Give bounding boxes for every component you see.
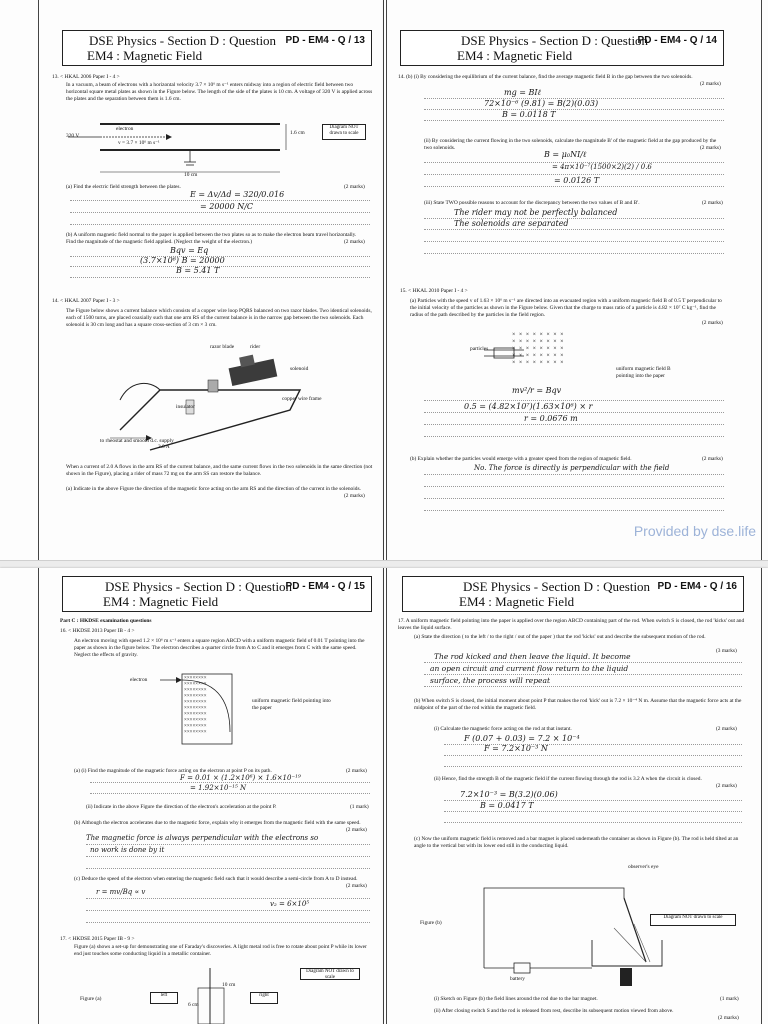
q13b-marks: (2 marks) xyxy=(344,239,365,245)
q17bii-question: (ii) Hence, find the strength B of the magnetic field if the current flowing through the rod is 3.2 A when the circuit is closed. xyxy=(434,776,702,782)
q14a-question: (a) Indicate in the above Figure the direction of the magnetic force acting on the arm RS and the direction of the current in the solenoids. xyxy=(66,486,361,492)
page-header xyxy=(402,576,744,612)
q17c-fig-note: Diagram NOT drawn to scale xyxy=(650,914,736,926)
watermark: Provided by dse.life xyxy=(633,523,756,539)
page-header xyxy=(62,30,372,66)
q14-fig-frame: copper wire frame xyxy=(282,396,322,402)
q17a-answer-1: The rod kicked and then leave the liquid. It become xyxy=(434,652,631,661)
q14bii-answer-2: = 4π×10⁻⁷(1500×2)(2) / 0.6 xyxy=(552,163,652,171)
q14-fig-current: 2.0 A xyxy=(158,444,170,450)
q13-heading: 13. < HKAL 2006 Paper I - 4 > xyxy=(52,74,120,80)
q17c-fig-label: Figure (b) xyxy=(420,920,442,926)
q13b-answer-3: B = 5.41 T xyxy=(176,266,220,275)
q15a-answer-3: r = 0.0676 m xyxy=(524,414,578,423)
q17bi-answer-1: F (0.07 + 0.03) = 7.2 × 10⁻⁴ xyxy=(464,734,580,743)
page-header xyxy=(400,30,724,66)
header-code: PD - EM4 - Q / 14 xyxy=(637,35,717,46)
q17a-answer-2: an open circuit and current flow return to the liquid xyxy=(430,664,629,673)
q14-fig-razor: razor blade xyxy=(210,344,235,350)
q17-fig-label: Figure (a) xyxy=(80,996,102,1002)
q16ai-question: (a) (i) Find the magnitude of the magnetic force acting on the electron at point P on its path. xyxy=(74,768,272,774)
q14biii-answer-2: The solenoids are separated xyxy=(454,219,569,228)
q17a-question: (a) State the direction ( to the left / to the right / out of the paper ) that the rod 'kicks' out and describe the subsequent motion of the rod. xyxy=(414,634,706,640)
header-subtitle: EM4 : Magnetic Field xyxy=(457,48,573,63)
q16aii-marks: (1 mark) xyxy=(350,804,369,810)
q13a-answer-2: = 20000 N/C xyxy=(200,202,254,211)
q15a-marks: (2 marks) xyxy=(702,320,723,326)
q16c-marks: (2 marks) xyxy=(346,883,367,889)
q17cii-question: (ii) After closing switch S and the rod is released from rest, describe its subsequent motion viewed from above. xyxy=(434,1008,674,1014)
q17a-marks: (3 marks) xyxy=(716,648,737,654)
q14bi-marks: (2 marks) xyxy=(700,81,721,87)
q14bii-answer-1: B = μ₀NI/ℓ xyxy=(544,150,587,159)
q13a-marks: (2 marks) xyxy=(344,184,365,190)
q13b-answer-2: (3.7×10⁶) B = 20000 xyxy=(140,256,225,265)
q17b-question: (b) When switch S is closed, the initial moment about point P that makes the rod 'kick' out is 7.2 × 10⁻⁴ N m. Assume that the magnetic force acts at the midpoint of the part of the rod within the magnetic field. xyxy=(414,698,742,711)
q17-text: Figure (a) shows a set-up for demonstrating one of Faraday's discoveries. A light metal rod is free to rotate about point P while its lower end just touches some conducting liquid in a metallic container. xyxy=(74,944,367,957)
header-title: DSE Physics - Section D : Question xyxy=(105,579,293,594)
page-q13 xyxy=(0,0,384,560)
q17c-question: (c) Now the uniform magnetic field is removed and a bar magnet is placed underneath the container as shown in Figure (b). The rod is held tilted at an angle to the vertical but with its lower end still in the conducting liquid. xyxy=(414,836,739,849)
q14-heading: 14. < HKAL 2007 Paper I - 3 > xyxy=(52,298,120,304)
q13b-question: (b) A uniform magnetic field normal to the paper is applied between the two plates so as to make the electron beam travel horizontally. Find the magnitude of the magnetic field applied. (Neglect the weight of the electron.) xyxy=(66,232,357,245)
q13a-question: (a) Find the electric field strength between the plates. xyxy=(66,184,181,190)
header-title: DSE Physics - Section D : Question xyxy=(463,579,651,594)
q17-figure-a xyxy=(180,968,250,1024)
q13-fig-voltage: 320 V xyxy=(66,133,80,139)
q17c-fig-battery: battery xyxy=(510,976,525,982)
q17-fig-length-2: 6 cm xyxy=(188,1002,199,1008)
q14-fig-insulator: insulator xyxy=(176,404,195,410)
page-q15 xyxy=(0,568,384,1024)
q14bii-question: (ii) By considering the current flowing in the two solenoids, calculate the magnitude B' of the magnetic field at the gap produced by the two solenoids. xyxy=(424,138,717,151)
q17bii-marks: (2 marks) xyxy=(716,783,737,789)
q14-fig-rider: rider xyxy=(250,344,261,350)
q14bi-answer-3: B = 0.0118 T xyxy=(502,110,556,119)
part-c-heading: Part C : HKDSE examination questions xyxy=(60,618,152,624)
q14-figure xyxy=(90,340,350,450)
q16ai-answer-2: = 1.92×10⁻¹⁵ N xyxy=(190,784,247,792)
q16c-question: (c) Deduce the speed of the electron when entering the magnetic field such that it would describe a semi-circle from A to D instead. xyxy=(74,876,358,882)
header-code: PD - EM4 - Q / 13 xyxy=(285,35,365,46)
q17-fig-left: left xyxy=(150,992,178,1004)
q16c-answer-1: r = mv/Bq ∝ v xyxy=(96,888,146,896)
q14bii-marks: (2 marks) xyxy=(700,145,721,151)
q16b-marks: (2 marks) xyxy=(346,827,367,833)
q16-text: An electron moving with speed 1.2 × 10⁶ m s⁻¹ enters a square region ABCD with a uniform magnetic field of 0.01 T pointing into the paper as shown in the figure below. The electron describes a quarter circle from A to C and it emerges from C with the same speed. Neglect the effects of gravity. xyxy=(74,638,365,658)
q14-fig-supply: to rheostat and smooth d.c. supply xyxy=(100,438,174,444)
q17bi-marks: (2 marks) xyxy=(716,726,737,732)
q14biii-question: (iii) State TWO possible reasons to account for the discrepancy between the two values of B and B'. xyxy=(424,200,640,206)
q16b-question: (b) Although the electron accelerates due to the magnetic force, explain why it emerges from the magnetic field with the same speed. xyxy=(74,820,361,826)
q17bi-question: (i) Calculate the magnetic force acting on the rod at that instant. xyxy=(434,726,572,732)
header-subtitle: EM4 : Magnetic Field xyxy=(459,594,575,609)
q16-fig-electron: electron xyxy=(130,677,148,683)
q15-heading: 15. < HKAL 2010 Paper I - 4 > xyxy=(400,288,468,294)
q14bi-answer-1: mg = BIℓ xyxy=(504,88,541,97)
page-q16 xyxy=(384,568,768,1024)
q17cii-marks: (2 marks) xyxy=(718,1015,739,1021)
q16b-answer-1: The magnetic force is always perpendicular with the electrons so xyxy=(86,834,319,842)
q13-text: In a vacuum, a beam of electrons with a horizontal velocity 3.7 × 10⁶ m s⁻¹ enters midway into a region of electric field between two horizontal square metal plates as shown in the Figure below. The length of the side of the plates is 10 cm. A voltage of 320 V is applied across the plates and the separation between them is 1.6 cm. xyxy=(66,82,373,102)
q15b-question: (b) Explain whether the particles would emerge with a greater speed from the region of magnetic field. xyxy=(410,456,632,462)
q17a-answer-3: surface, the process will repeat xyxy=(430,676,550,685)
q15a-answer-1: mv²/r = Bqv xyxy=(512,386,562,395)
q13-fig-electron: electron xyxy=(116,126,134,132)
page-header xyxy=(62,576,372,612)
q15a-question: (a) Particles with the speed v of 1.63 × 10⁶ m s⁻¹ are directed into an evacuated region with a uniform magnetic field B of 0.5 T perpendicular to the initial velocity of the particles as shown in the Figure below. Given that the charge to mass ratio of a particle is 4.82 × 10⁷ C kg⁻¹, find the radius of the path described by the particles in the field region. xyxy=(410,298,722,318)
q16b-answer-2: no work is done by it xyxy=(90,846,165,854)
q14bi-question: 14. (b) (i) By considering the equilibrium of the current balance, find the average magnetic field B in the gap between the two solenoids. xyxy=(398,74,693,80)
header-subtitle: EM4 : Magnetic Field xyxy=(103,594,219,609)
q13-fig-velocity: v = 3.7 × 10⁶ m s⁻¹ xyxy=(118,140,160,146)
q16aii-question: (ii) Indicate in the above Figure the direction of the electron's acceleration at the point P. xyxy=(86,804,277,810)
q14-text-2: When a current of 2.0 A flows in the arm RS of the current balance, and the same current flows in the two solenoids in the same direction (not shown in the Figure), placing a rider of mass 72 mg on the arm SS can restore the balance. xyxy=(66,464,373,477)
q17bii-answer-2: B = 0.0417 T xyxy=(480,801,534,810)
header-subtitle: EM4 : Magnetic Field xyxy=(87,48,203,63)
q15a-answer-2: 0.5 = (4.82×10⁷)(1.63×10⁶) × r xyxy=(464,402,593,411)
q17-continued: 17. A uniform magnetic field pointing into the paper is applied over the region ABCD containing part of the rod. When switch S is closed, the rod 'kicks' out and leaves the liquid surface. xyxy=(398,618,745,631)
q17c-fig-eye: observer's eye xyxy=(628,864,659,870)
q15b-answer-1: No. The force is directly is perpendicular with the field xyxy=(474,464,670,472)
q16ai-marks: (2 marks) xyxy=(346,768,367,774)
q17-fig-right: right xyxy=(250,992,278,1004)
q13-fig-length: 10 cm xyxy=(184,172,198,178)
q16-field-grid: ×××××××× ×××××××× ×××××××× ×××××××× ×××××××× ×××××××× ×××××××× ×××××××× ×××××××× ×××××××× xyxy=(184,676,207,735)
q17-figure-b xyxy=(474,868,674,988)
header-code: PD - EM4 - Q / 15 xyxy=(285,581,365,592)
q17ci-marks: (1 mark) xyxy=(720,996,739,1002)
q14biii-answer-1: The rider may not be perfectly balanced xyxy=(454,208,618,217)
header-code: PD - EM4 - Q / 16 xyxy=(657,581,737,592)
q16-heading: 16. < HKDSE 2013 Paper IB - 4 > xyxy=(60,628,135,634)
q14biii-marks: (2 marks) xyxy=(702,200,723,206)
q17bi-answer-2: F = 7.2×10⁻³ N xyxy=(484,744,548,753)
q17-fig-length: 10 cm xyxy=(222,982,236,988)
q13-fig-note: Diagram NOT drawn to scale xyxy=(322,124,366,140)
q17bii-answer-1: 7.2×10⁻³ = B(3.2)(0.06) xyxy=(460,790,558,799)
q15b-marks: (2 marks) xyxy=(702,456,723,462)
q13-fig-gap: 1.6 cm xyxy=(290,130,305,136)
q16-fig-field: uniform magnetic field pointing into the paper xyxy=(252,698,331,711)
q13b-answer-1: Bqv = Eq xyxy=(170,246,209,255)
q17-heading: 17. < HKDSE 2015 Paper IB - 9 > xyxy=(60,936,135,942)
q13-figure xyxy=(60,112,370,182)
q14-text: The Figure below shows a current balance which consists of a copper wire loop PQRS balanced on two razor blades. Two identical solenoids, each of 1500 turns, are placed coaxially such that one arm RS of the current balance is in the narrow gap between the two solenoids. Each solenoid is 30 cm long and has a square cross-section of 3 cm × 3 cm. xyxy=(66,308,372,328)
q15-field-grid: × × × × × × × × × × × × × × × × × × × × × × × × × × × × × × × × × × × × × × × × xyxy=(512,332,565,366)
header-title: DSE Physics - Section D : Question xyxy=(461,33,649,48)
q14bi-answer-2: 72×10⁻⁶ (9.81) = B(2)(0.03) xyxy=(484,99,599,108)
q13a-answer-1: E = Δv/Δd = 320/0.016 xyxy=(190,190,285,199)
q17ci-question: (i) Sketch on Figure (b) the field lines around the rod due to the bar magnet. xyxy=(434,996,598,1002)
q15-fig-particles: particles xyxy=(470,346,489,352)
page-q14 xyxy=(384,0,768,560)
q14a-marks: (2 marks) xyxy=(344,493,365,499)
q16c-answer-2: v₂ = 6×10⁵ xyxy=(270,900,310,908)
q15-fig-field: uniform magnetic field B pointing into the paper xyxy=(616,366,671,379)
q14bii-answer-3: = 0.0126 T xyxy=(554,176,600,185)
q17-fig-note: Diagram NOT drawn to scale xyxy=(300,968,360,980)
q14-fig-solenoid: solenoid xyxy=(290,366,309,372)
header-title: DSE Physics - Section D : Question xyxy=(89,33,277,48)
q16ai-answer-1: F = 0.01 × (1.2×10⁶) × 1.6×10⁻¹⁹ xyxy=(180,774,301,782)
